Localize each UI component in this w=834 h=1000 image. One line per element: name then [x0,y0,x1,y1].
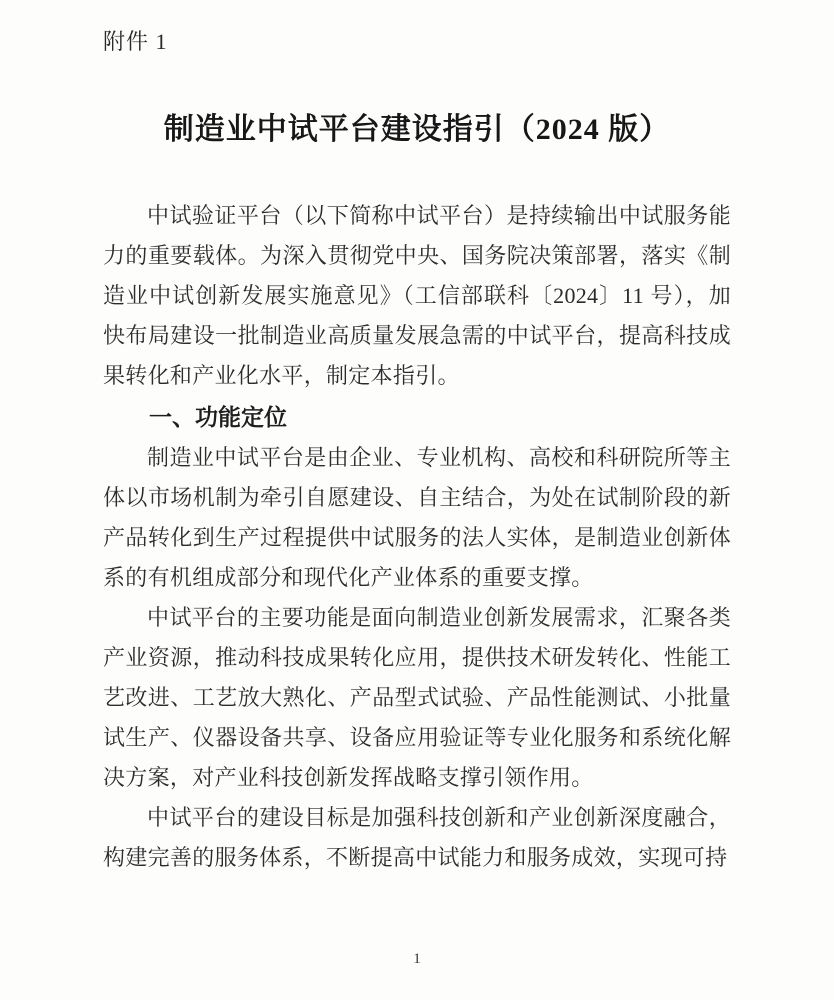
document-content [103,0,731,878]
section-heading-functional-positioning: 一、功能定位 [149,404,287,430]
paragraph-construction-goal: 中试平台的建设目标是加强科技创新和产业创新深度融合，构建完善的服务体系，不断提高中试能力和服务成效，实现可持 [103,805,731,870]
document-title: 制造业中试平台建设指引（2024 版） [163,113,671,146]
paragraph-intro: 中试验证平台（以下简称中试平台）是持续输出中试服务能力的重要载体。为深入贯彻党中央、国务院决策部署，落实《制造业中试创新发展实施意见》（工信部联科〔2024〕11 号），加快布局建设一批制造业高质量发展急需的中试平台，提高科技成果转化和产业化水平，制定本指引。 [103,203,731,388]
paragraph-platform-definition: 制造业中试平台是由企业、专业机构、高校和科研院所等主体以市场机制为牵引自愿建设、自主结合，为处在试制阶段的新产品转化到生产过程提供中试服务的法人实体，是制造业创新体系的有机组成部分和现代化产业体系的重要支撑。 [103,445,731,590]
page-number: 1 [413,951,421,967]
paragraph-main-functions: 中试平台的主要功能是面向制造业创新发展需求，汇聚各类产业资源，推动科技成果转化应用，提供技术研发转化、性能工艺改进、工艺放大熟化、产品型式试验、产品性能测试、小批量试生产、仪器设备共享、设备应用验证等专业化服务和系统化解决方案，对产业科技创新发挥战略支撑引领作用。 [103,605,731,790]
attachment-label: 附件 1 [103,29,168,54]
document-body [103,196,731,878]
